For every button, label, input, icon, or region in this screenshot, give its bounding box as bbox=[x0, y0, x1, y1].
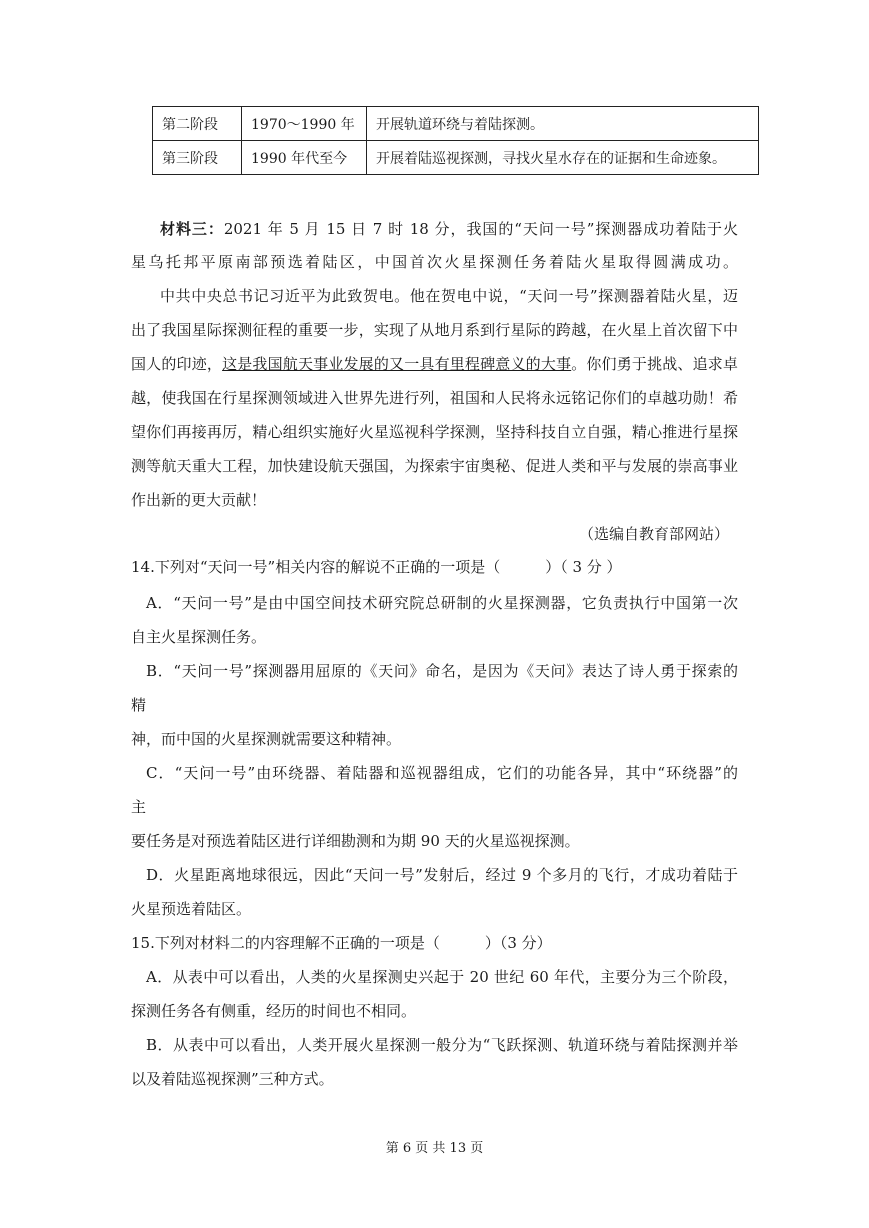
material3-paragraph2-line1: 中共中央总书记习近平为此致贺电。他在贺电中说，“天问一号”探测器着陆火星，迈 bbox=[160, 287, 738, 305]
material3-paragraph1-line2: 星乌托邦平原南部预选着陆区，中国首次火星探测任务着陆火星取得圆满成功。 bbox=[131, 253, 738, 271]
question-15-stem: 15.下列对材料二的内容理解不正确的一项是（ ）（3 分） bbox=[131, 934, 552, 952]
mars-exploration-stage-table bbox=[152, 106, 759, 175]
material3-paragraph2-line7: 作出新的更大贡献！ bbox=[131, 491, 267, 509]
table-cell-period: 1970～1990 年 bbox=[242, 107, 367, 141]
table-cell-task: 开展着陆巡视探测，寻找火星水存在的证据和生命迹象。 bbox=[367, 141, 759, 175]
table-cell-stage: 第二阶段 bbox=[153, 107, 242, 141]
paragraph-text: 国人的印迹， bbox=[131, 355, 223, 373]
question-14-option-b-line1: B．“天问一号”探测器用屈原的《天问》命名，是因为《天问》表达了诗人勇于探索的 bbox=[146, 662, 738, 680]
question-14-option-d-line1: D．火星距离地球很远，因此“天问一号”发射后，经过 9 个多月的飞行，才成功着陆于 bbox=[146, 866, 738, 884]
table-row bbox=[153, 141, 759, 175]
material3-paragraph1-line1 bbox=[160, 219, 738, 239]
table-row bbox=[153, 107, 759, 141]
table-cell-stage: 第三阶段 bbox=[153, 141, 242, 175]
paragraph-text: 2021 年 5 月 15 日 7 时 18 分，我国的“天问一号”探测器成功着陆于火 bbox=[223, 220, 738, 238]
page-footer: 第 6 页 共 13 页 bbox=[385, 1141, 484, 1156]
question-14-option-c-line1: C．“天问一号”由环绕器、着陆器和巡视器组成，它们的功能各异，其中“环绕器”的 bbox=[146, 764, 738, 782]
question-15-option-a-line2: 探测任务各有侧重，经历的时间也不相同。 bbox=[131, 1002, 417, 1020]
question-14-option-c-line3: 要任务是对预选着陆区进行详细勘测和为期 90 天的火星巡视探测。 bbox=[131, 832, 580, 850]
question-15-option-b-line1: B．从表中可以看出，人类开展火星探测一般分为“飞跃探测、轨道环绕与着陆探测并举 bbox=[146, 1036, 738, 1054]
material3-paragraph2-line3 bbox=[131, 354, 738, 374]
question-14-option-b-line3: 神，而中国的火星探测就需要这种精神。 bbox=[131, 730, 402, 748]
table-cell-period: 1990 年代至今 bbox=[242, 141, 367, 175]
question-14-option-a-line1: A．“天问一号”是由中国空间技术研究院总研制的火星探测器，它负责执行中国第一次 bbox=[146, 594, 738, 612]
question-14-option-b-line2: 精 bbox=[131, 696, 147, 714]
material3-paragraph2-line6: 测等航天重大工程，加快建设航天强国，为探索宇宙奥秘、促进人类和平与发展的崇高事业 bbox=[131, 457, 738, 475]
material3-paragraph2-line5: 望你们再接再厉，精心组织实施好火星巡视科学探测，坚持科技自立自强，精心推进行星探 bbox=[131, 423, 738, 441]
table-cell-task: 开展轨道环绕与着陆探测。 bbox=[367, 107, 759, 141]
question-15-option-b-line2: 以及着陆巡视探测”三种方式。 bbox=[131, 1070, 334, 1088]
question-14-option-a-line2: 自主火星探测任务。 bbox=[131, 628, 267, 646]
material3-label: 材料三： bbox=[160, 220, 224, 238]
material3-paragraph2-line4: 越，使我国在行星探测领域进入世界先进行列，祖国和人民将永远铭记你们的卓越功勋！希 bbox=[131, 389, 738, 407]
underlined-sentence: 这是我国航天事业发展的又一具有里程碑意义的大事 bbox=[222, 355, 572, 373]
question-14-stem: 14.下列对“天问一号”相关内容的解说不正确的一项是（ ）（ 3 分 ） bbox=[131, 558, 622, 576]
question-14-option-c-line2: 主 bbox=[131, 798, 147, 816]
source-citation: （选编自教育部网站） bbox=[578, 525, 729, 543]
question-14-option-d-line2: 火星预选着陆区。 bbox=[131, 900, 252, 918]
question-15-option-a-line1: A．从表中可以看出，人类的火星探测史兴起于 20 世纪 60 年代，主要分为三个阶段， bbox=[146, 968, 738, 986]
material3-paragraph2-line2: 出了我国星际探测征程的重要一步，实现了从地月系到行星际的跨越，在火星上首次留下中 bbox=[131, 321, 738, 339]
paragraph-text: 。你们勇于挑战、追求卓 bbox=[571, 355, 738, 373]
